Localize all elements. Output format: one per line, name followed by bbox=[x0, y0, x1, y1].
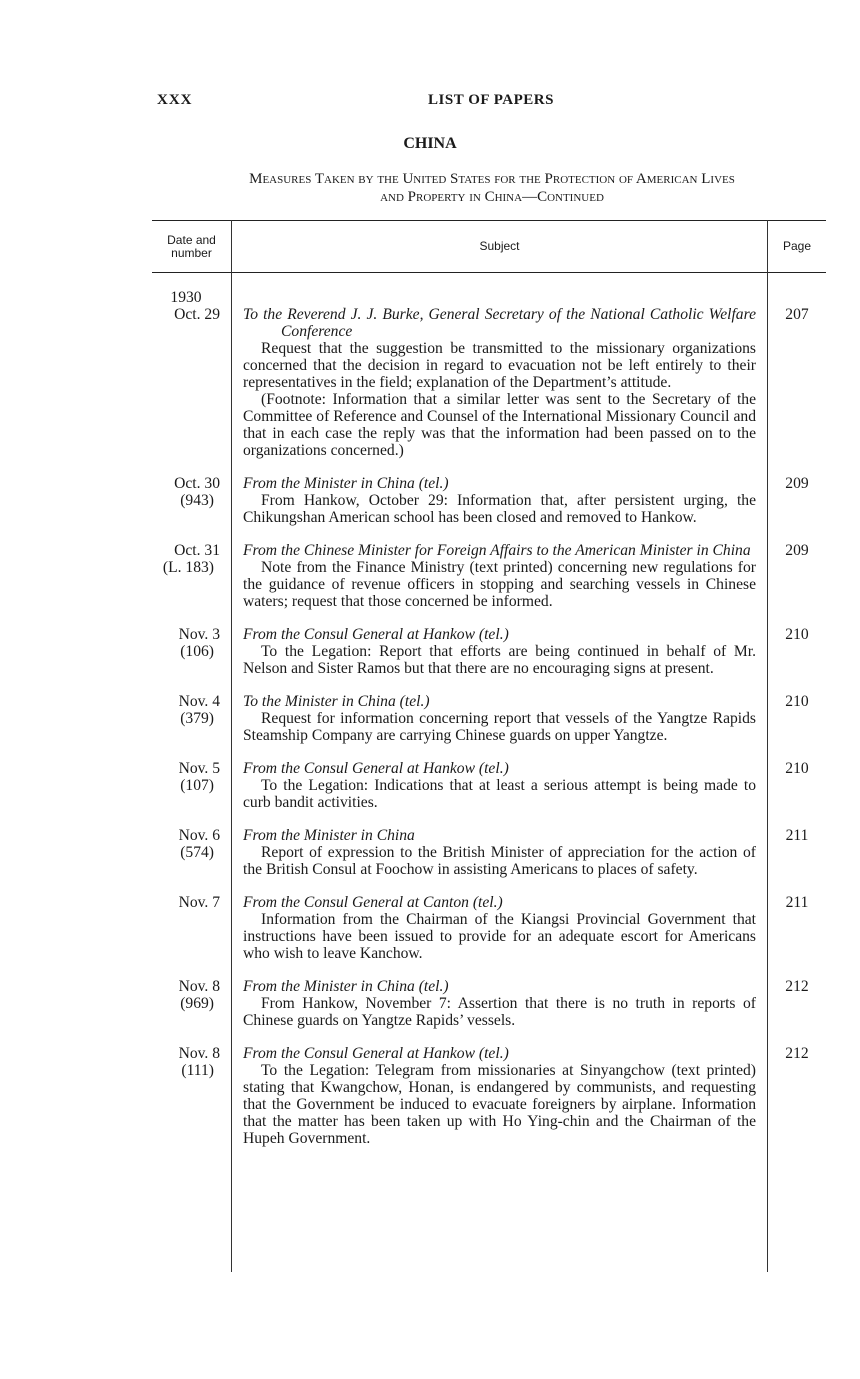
entry-page-number: 212 bbox=[785, 1045, 809, 1062]
entries-table bbox=[152, 289, 826, 1147]
entry-row bbox=[152, 693, 826, 744]
entry-subject bbox=[243, 542, 756, 610]
entry-addressee: From the Consul General at Canton (tel.) bbox=[243, 894, 503, 911]
entry-date-cell bbox=[152, 306, 220, 323]
section-title: CHINA bbox=[403, 135, 457, 152]
entry-addressee: From the Minister in China bbox=[243, 827, 415, 844]
entry-number: (106) bbox=[180, 643, 214, 660]
entry-subject bbox=[243, 1045, 756, 1147]
entry-date-cell bbox=[152, 827, 220, 861]
entry-summary: Request for information concerning report that vessels of the Yangtze Rapids Steamship Company are carrying Chinese guards on upper Yangtze. bbox=[243, 710, 756, 744]
entry-date: Nov. 7 bbox=[178, 894, 220, 911]
entry-row bbox=[152, 475, 826, 526]
entry-date-cell bbox=[152, 1045, 220, 1079]
entry-date-cell bbox=[152, 894, 220, 911]
entry-addressee: From the Consul General at Hankow (tel.) bbox=[243, 1045, 509, 1062]
entry-summary: Report of expression to the British Minister of appreciation for the action of the British Consul at Foochow in assisting Americans to places of safety. bbox=[243, 844, 756, 878]
column-header-page: Page bbox=[782, 239, 812, 253]
folio: XXX bbox=[157, 92, 193, 108]
entry-subject bbox=[243, 475, 756, 526]
entry-summary: Note from the Finance Ministry (text printed) concerning new regulations for the guidance of revenue officers in stopping and searching vessels in Chinese waters; request that those concerned be informed. bbox=[243, 559, 756, 610]
subtitle-line-2: and Property in China—Continued bbox=[380, 189, 604, 205]
entry-summary: To the Legation: Telegram from missionaries at Sinyangchow (text printed) stating that Kwangchow, Honan, is endangered by communists, and requesting that the Government be induced to evacuate foreigners by airplane. Information that the matter has been taken up with Ho Ying-chin and the Chairman of the Hupeh Government. bbox=[243, 1062, 756, 1147]
entry-addressee: From the Minister in China (tel.) bbox=[243, 978, 449, 995]
entry-addressee: To the Reverend J. J. Burke, General Secretary of the National Catholic Welfare Conference bbox=[243, 306, 756, 340]
entry-row bbox=[152, 760, 826, 811]
section-subtitle bbox=[152, 170, 832, 206]
entry-subject bbox=[243, 306, 756, 459]
entry-page-number: 209 bbox=[785, 542, 809, 559]
entry-number: (379) bbox=[180, 710, 214, 727]
entry-row bbox=[152, 626, 826, 677]
entry-date: Nov. 4 bbox=[178, 693, 220, 710]
entry-number: (111) bbox=[181, 1062, 214, 1079]
entry-date-cell bbox=[152, 475, 220, 509]
entry-date-cell bbox=[152, 626, 220, 660]
entry-addressee: To the Minister in China (tel.) bbox=[243, 693, 430, 710]
entry-page-number: 210 bbox=[785, 693, 809, 710]
entry-subject bbox=[243, 693, 756, 744]
entry-addressee: From the Consul General at Hankow (tel.) bbox=[243, 760, 509, 777]
entry-number: (969) bbox=[180, 995, 214, 1012]
entry-number: (943) bbox=[180, 492, 214, 509]
entry-date-cell bbox=[152, 542, 220, 576]
entry-date: Oct. 31 bbox=[174, 542, 220, 559]
year-label: 1930 bbox=[170, 289, 202, 306]
entry-date: Nov. 8 bbox=[178, 1045, 220, 1062]
entry-date: Nov. 6 bbox=[178, 827, 220, 844]
entry-summary: Information from the Chairman of the Kiangsi Provincial Government that instructions have been issued to provide for an adequate escort for Americans who wish to leave Kanchow. bbox=[243, 911, 756, 962]
entry-row bbox=[152, 978, 826, 1029]
entry-date-cell bbox=[152, 693, 220, 727]
entry-summary: From Hankow, October 29: Information that, after persistent urging, the Chikungshan American school has been closed and removed to Hankow. bbox=[243, 492, 756, 526]
entry-summary: Request that the suggestion be transmitted to the missionary organizations concerned that the decision in regard to evacuation not be left entirely to their representatives in the field; explanation of the Department’s attitude. bbox=[243, 340, 756, 391]
entry-number: (L. 183) bbox=[162, 559, 214, 576]
entry-date: Oct. 30 bbox=[174, 475, 220, 492]
entry-subject bbox=[243, 827, 756, 878]
entry-page-number: 209 bbox=[785, 475, 809, 492]
entry-page-number: 207 bbox=[785, 306, 809, 323]
entry-date: Nov. 8 bbox=[178, 978, 220, 995]
entry-page-number: 211 bbox=[785, 894, 809, 911]
entry-number: (574) bbox=[180, 844, 214, 861]
entry-subject bbox=[243, 626, 756, 677]
entry-page-number: 212 bbox=[785, 978, 809, 995]
running-title: LIST OF PAPERS bbox=[428, 92, 554, 108]
entry-number: (107) bbox=[180, 777, 214, 794]
entry-addressee: From the Minister in China (tel.) bbox=[243, 475, 449, 492]
column-header-date: Date and number bbox=[167, 232, 216, 260]
entry-addressee: From the Consul General at Hankow (tel.) bbox=[243, 626, 509, 643]
entry-date-cell bbox=[152, 978, 220, 1012]
entry-date: Nov. 5 bbox=[178, 760, 220, 777]
entry-date: Nov. 3 bbox=[178, 626, 220, 643]
entry-row bbox=[152, 306, 826, 459]
year-row bbox=[152, 289, 826, 306]
entry-row bbox=[152, 542, 826, 610]
entry-page-number: 210 bbox=[785, 760, 809, 777]
entry-date-cell bbox=[152, 760, 220, 794]
entry-summary: To the Legation: Indications that at least a serious attempt is being made to curb bandit activities. bbox=[243, 777, 756, 811]
entry-page-number: 211 bbox=[785, 827, 809, 844]
entry-subject bbox=[243, 978, 756, 1029]
entry-subject bbox=[243, 894, 756, 962]
entry-subject bbox=[243, 760, 756, 811]
entry-row bbox=[152, 894, 826, 962]
table-header bbox=[152, 220, 826, 273]
entry-row bbox=[152, 1045, 826, 1147]
page-header bbox=[157, 92, 825, 112]
entry-page-number: 210 bbox=[785, 626, 809, 643]
entry-date: Oct. 29 bbox=[174, 306, 220, 323]
entry-summary: To the Legation: Report that efforts are being continued in behalf of Mr. Nelson and Sister Ramos but that there are no encouraging signs at present. bbox=[243, 643, 756, 677]
entry-row bbox=[152, 827, 826, 878]
entry-summary: From Hankow, November 7: Assertion that there is no truth in reports of Chinese guards on Yangtze Rapids’ vessels. bbox=[243, 995, 756, 1029]
entry-addressee: From the Chinese Minister for Foreign Affairs to the American Minister in China bbox=[243, 542, 751, 559]
entry-summary: (Footnote: Information that a similar letter was sent to the Secretary of the Committee of Reference and Counsel of the International Missionary Council and that in each case the reply was that the information had been passed on to the organizations concerned.) bbox=[243, 391, 756, 459]
column-header-subject: Subject bbox=[479, 239, 520, 253]
subtitle-line-1: Measures Taken by the United States for the Protection of American Lives bbox=[249, 171, 735, 187]
